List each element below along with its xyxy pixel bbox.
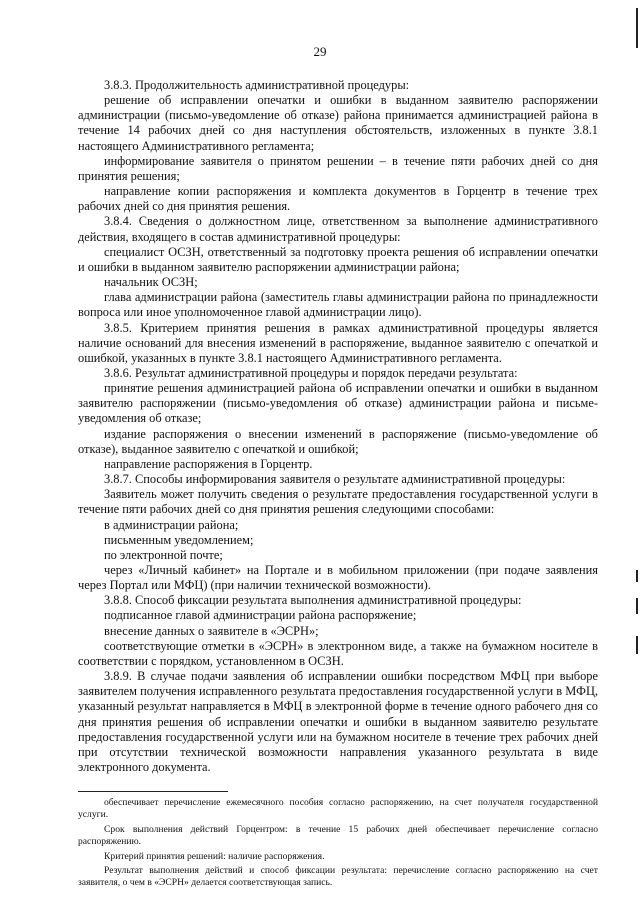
page-number: 29 [313,44,327,59]
paragraph: по электронной почте; [104,547,223,562]
paragraph: информирование заявителя о принятом решении – в течение пяти рабочих дней со дня принятия решения; [78,153,598,183]
footnote: Результат выполнения действий и способ фиксации результата: перечисление согласно распоряжению на счет заявителя, о чем в «ЭСРН» делается соответствующая запись. [78,865,598,889]
footnote: обеспечивает перечисление ежемесячного пособия согласно распоряжению, на счет получателя государственной услуги. [78,797,598,821]
scan-edge-mark [636,636,638,654]
paragraph: через «Личный кабинет» на Портале и в мобильном приложении (при подаче заявления через Портал или МФЦ) (при наличии технической возможности). [78,563,598,593]
paragraph: в администрации района; [104,517,239,532]
paragraph: направление копии распоряжения и комплекта документов в Горцентр в течение трех рабочих дней со дня принятия решения. [78,184,598,214]
paragraph: 3.8.7. Способы информирования заявителя о результате административной процедуры: [104,472,566,487]
paragraph: глава администрации района (заместитель главы администрации района по принадлежности вопроса или иное уполномоченное главой администрации лицо). [78,290,598,320]
paragraph: направление распоряжения в Горцентр. [104,456,313,471]
main-text [78,78,598,775]
paragraph: письменным уведомлением; [104,532,254,547]
footnote-separator [78,791,228,792]
paragraph: 3.8.3. Продолжительность административной процедуры: [104,78,410,92]
footnote: Срок выполнения действий Горцентром: в течение 15 рабочих дней обеспечивает перечисление согласно распоряжению. [78,823,598,848]
footnote: Критерий принятия решений: наличие распоряжения. [104,850,325,862]
paragraph: внесение данных о заявителе в «ЭСРН»; [104,623,319,638]
paragraph: 3.8.9. В случае подачи заявления об исправлении ошибки посредством МФЦ при выборе заявителем получения исправленного результата предоставления государственной услуги в МФЦ, указанный результат направляется в МФЦ в электронной форме в течение одного рабочего дня со дня принятия решения об исправлении опечатки и ошибки в выданном заявителю результате предоставления государственной услуги или на бумажном носителе в течение трех рабочих дней при отсутствии технической возможности направления указанного результата в виде электронного документа. [78,669,598,775]
paragraph: издание распоряжения о внесении изменений в распоряжение (письмо-уведомление об отказе), выданное заявителю с опечаткой и ошибкой; [78,426,598,456]
paragraph: 3.8.5. Критерием принятия решения в рамках административной процедуры является наличие оснований для внесения изменений в распоряжение, выданное заявителю с опечаткой и ошибкой, указанных в пункте 3.8.1 настоящего Административного регламента. [78,320,598,365]
paragraph: 3.8.4. Сведения о должностном лице, ответственном за выполнение административного действия, входящего в состав административной процедуры: [78,214,598,244]
paragraph: принятие решения администрацией района об исправлении опечатки и ошибки в выданном заявителю распоряжении (письмо-уведомления об отказе) администрации района и письме-уведомления об отказе; [78,381,598,426]
paragraph: подписанное главой администрации района распоряжение; [104,608,417,623]
paragraph: начальник ОСЗН; [104,275,198,290]
scan-edge-mark [636,598,638,614]
paragraph: 3.8.6. Результат административной процедуры и порядок передачи результата: [104,365,518,380]
paragraph: соответствующие отметки в «ЭСРН» в электронном виде, а также на бумажном носителе в соответствии с порядком, установленном в ОСЗН. [78,638,598,668]
scan-edge-mark [636,8,638,48]
paragraph: Заявитель может получить сведения о результате предоставления государственной услуги в течение пяти рабочих дней со дня принятия решения следующими способами: [78,487,598,517]
scan-edge-mark [636,570,638,582]
paragraph: специалист ОСЗН, ответственный за подготовку проекта решения об исправлении опечатки и ошибки в выданном заявителю распоряжении администрации района; [78,244,598,274]
paragraph: 3.8.8. Способ фиксации результата выполнения административной процедуры: [104,593,522,608]
footnotes [78,797,598,892]
paragraph: решение об исправлении опечатки и ошибки в выданном заявителю распоряжении администрации (письмо-уведомление об отказе) района принимается администрацией района в течение 14 рабочих дней со дня наступления обстоятельств, изложенных в пункте 3.8.1 настоящего Административного регламента; [78,93,598,153]
